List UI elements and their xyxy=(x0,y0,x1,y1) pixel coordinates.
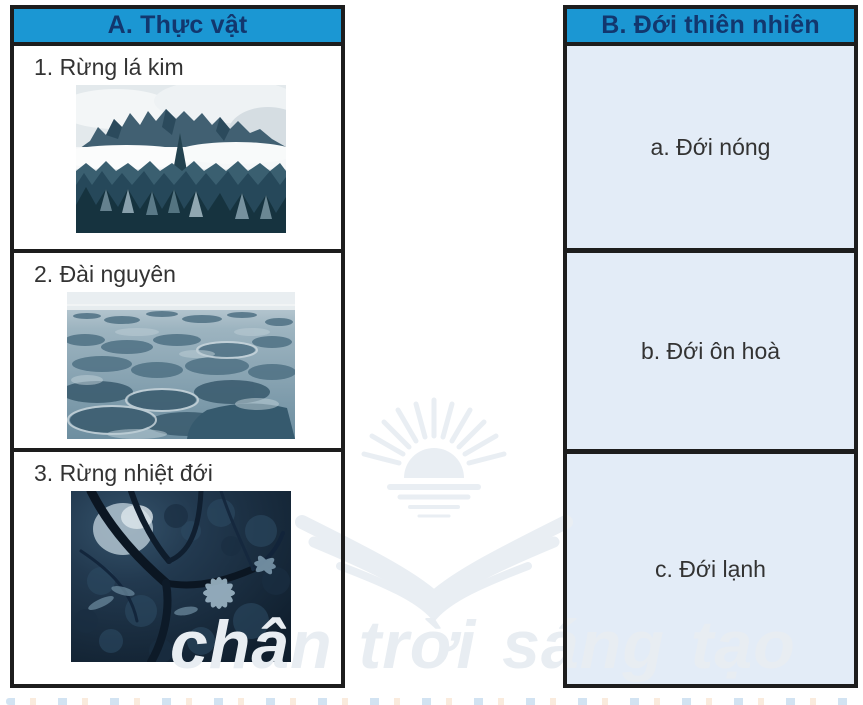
tropical-forest-image xyxy=(28,491,333,662)
table-zones xyxy=(563,5,858,688)
zone-label-temperate: b. Đới ôn hoà xyxy=(640,337,781,364)
watermark-text: chân trời sáng tạo xyxy=(170,607,796,683)
zone-cell-cold xyxy=(567,454,854,684)
zone-label-cold: c. Đới lạnh xyxy=(655,555,766,582)
zone-cell-temperate xyxy=(567,253,854,454)
zone-label-hot: a. Đới nóng xyxy=(650,133,771,160)
plant-label-tropical: 3. Rừng nhiệt đới xyxy=(34,460,213,486)
table-plants xyxy=(10,5,345,688)
table-row xyxy=(14,452,341,684)
coniferous-forest-image xyxy=(28,85,333,233)
plant-label-coniferous: 1. Rừng lá kim xyxy=(34,54,184,80)
table-plants-header xyxy=(14,9,341,46)
plant-label-tundra: 2. Đài nguyên xyxy=(34,261,176,287)
tundra-image xyxy=(28,292,333,439)
table-row xyxy=(14,46,341,253)
table-row xyxy=(14,253,341,452)
zone-cell-hot xyxy=(567,46,854,253)
table-zones-header xyxy=(567,9,854,46)
cutoff-caption-strip xyxy=(6,698,857,705)
table-zones-header-label: B. Đới thiên nhiên xyxy=(601,11,820,39)
table-plants-header-label: A. Thực vật xyxy=(107,11,248,39)
